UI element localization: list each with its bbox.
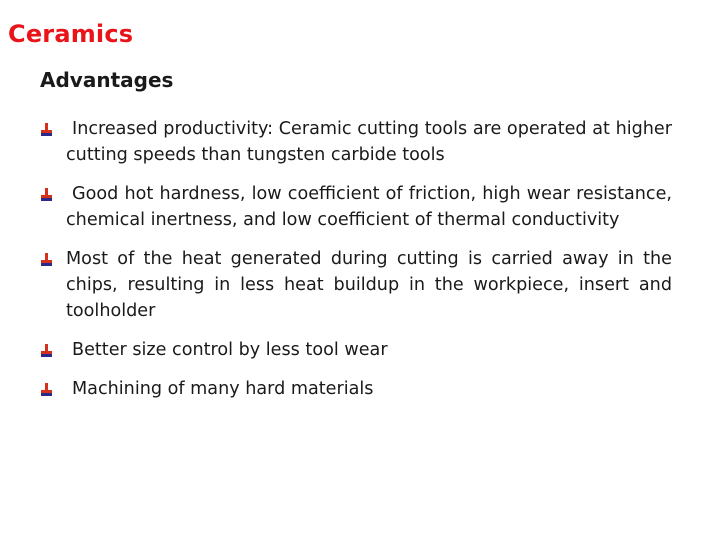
bullet-icon bbox=[39, 253, 55, 267]
bullet-text: Good hot hardness, low coefficient of friction, high wear resistance, chemical inertness, and low coefficient of thermal conductivity bbox=[66, 184, 672, 230]
bullet-text: Machining of many hard materials bbox=[72, 379, 374, 399]
bullet-text: Most of the heat generated during cutting is carried away in the chips, resulting in less heat buildup in the workpiece, insert and toolholder bbox=[66, 249, 672, 321]
bullet-icon bbox=[39, 383, 55, 397]
list-item bbox=[36, 246, 672, 324]
section-heading: Advantages bbox=[40, 68, 174, 92]
list-item bbox=[36, 181, 672, 233]
bullet-icon bbox=[39, 188, 55, 202]
list-item bbox=[36, 376, 672, 402]
list-item bbox=[36, 337, 672, 363]
bullet-icon bbox=[39, 123, 55, 137]
bullet-text: Increased productivity: Ceramic cutting tools are operated at higher cutting speeds than tungsten carbide tools bbox=[66, 119, 672, 165]
bullet-list bbox=[36, 116, 672, 415]
bullet-text: Better size control by less tool wear bbox=[72, 340, 388, 360]
bullet-icon bbox=[39, 344, 55, 358]
list-item bbox=[36, 116, 672, 168]
slide-title: Ceramics bbox=[8, 20, 134, 48]
